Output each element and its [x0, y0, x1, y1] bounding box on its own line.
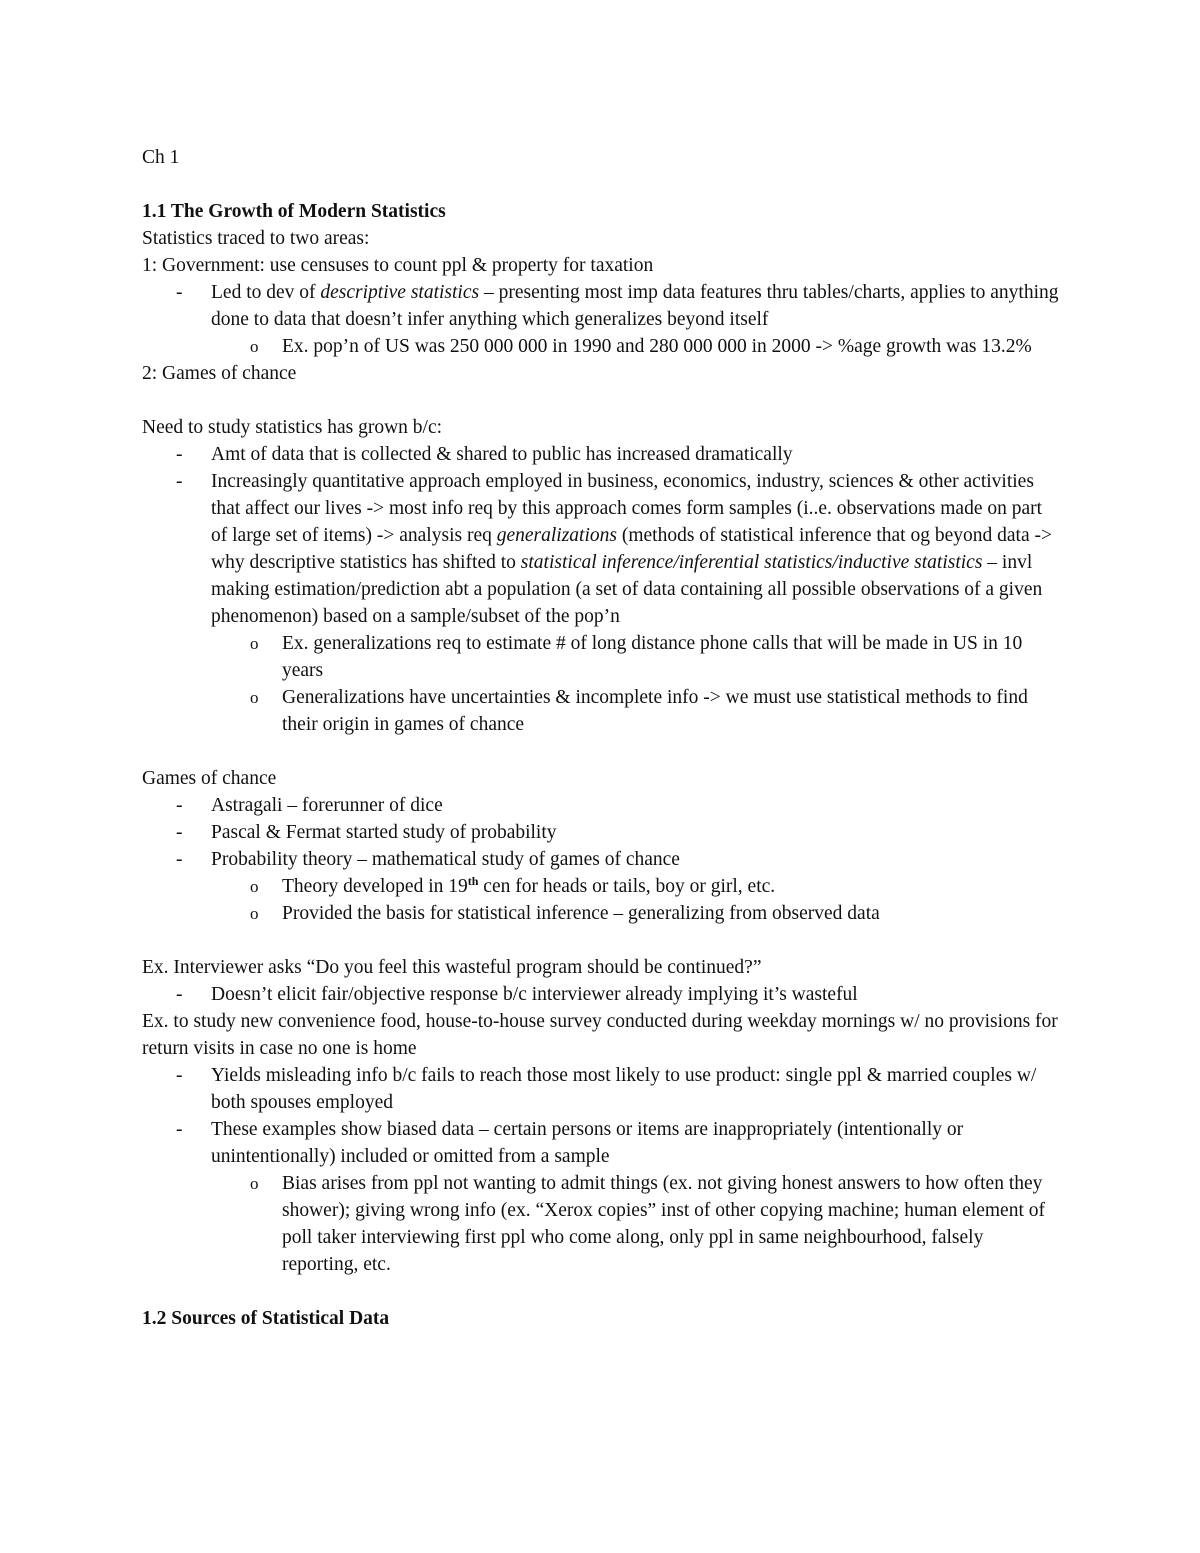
- dash-marker: -: [176, 822, 183, 843]
- bullet-text: Pascal & Fermat started study of probability: [211, 822, 557, 843]
- area-games-of-chance: 2: Games of chance: [142, 363, 297, 384]
- list-item: [142, 684, 1060, 738]
- bullet-text: – presenting most imp data features thru tables/charts, applies to anything done to data that doesn’t infer anything which generalizes beyond itself: [211, 282, 1059, 330]
- list-item: [142, 981, 1060, 1008]
- need-subbullets: [211, 630, 1060, 738]
- need-intro: Need to study statistics has grown b/c:: [142, 417, 443, 438]
- bullet-text: Yields misleading info b/c fails to reach those most likely to use product: single ppl & married couples w/ both spouses employed: [211, 1065, 1037, 1113]
- blank-line: [142, 927, 1060, 954]
- dash-marker: -: [176, 444, 183, 465]
- dash-marker: -: [176, 471, 183, 492]
- circle-marker: o: [250, 904, 259, 923]
- list-item: [142, 333, 1060, 360]
- section-1-1-intro: Statistics traced to two areas:: [142, 228, 370, 249]
- games-bullets: [142, 792, 1060, 927]
- chapter-label: Ch 1: [142, 147, 180, 168]
- list-item: [142, 1170, 1060, 1278]
- bullet-text: Increasingly quantitative approach employed in business, economics, industry, sciences & other activities that affect our lives -> most info req by this approach comes form samples (i..e. observations made on part of large set of items) -> analysis req: [211, 471, 1043, 546]
- subbullet-text: Bias arises from ppl not wanting to admit things (ex. not giving honest answers to how often they shower); giving wrong info (ex. “Xerox copies” inst of other copying machine; human element of poll taker interviewing first ppl who come along, only ppl in same neighbourhood, falsely reporting, etc.: [282, 1173, 1045, 1275]
- area-government: 1: Government: use censuses to count ppl & property for taxation: [142, 255, 654, 276]
- government-bullets: [142, 279, 1060, 360]
- circle-marker: o: [250, 634, 259, 653]
- superscript-th: th: [467, 874, 479, 888]
- list-item: [142, 873, 1060, 900]
- circle-marker: o: [250, 1174, 259, 1193]
- list-item: [142, 846, 1060, 927]
- list-item: [142, 441, 1060, 468]
- dash-marker: -: [176, 1065, 183, 1086]
- list-item: [142, 1116, 1060, 1278]
- dash-marker: -: [176, 282, 183, 303]
- government-subbullets: [211, 333, 1060, 360]
- circle-marker: o: [250, 688, 259, 707]
- term-statistical-inference: statistical inference/inferential statistics/inductive statistics: [520, 552, 983, 573]
- example-convenience-food: Ex. to study new convenience food, house-to-house survey conducted during weekday mornings w/ no provisions for return visits in case no one is home: [142, 1011, 1058, 1059]
- list-item: [142, 792, 1060, 819]
- section-1-2-heading: 1.2 Sources of Statistical Data: [142, 1308, 390, 1329]
- example-interviewer: Ex. Interviewer asks “Do you feel this wasteful program should be continued?”: [142, 957, 762, 978]
- blank-line: [142, 738, 1060, 765]
- term-generalizations: generalizations: [496, 525, 617, 546]
- bullet-text: Amt of data that is collected & shared to public has increased dramatically: [211, 444, 793, 465]
- subbullet-text: Generalizations have uncertainties & incomplete info -> we must use statistical methods to find their origin in games of chance: [282, 687, 1028, 735]
- bullet-text: Doesn’t elicit fair/objective response b/c interviewer already implying it’s wasteful: [211, 984, 858, 1005]
- bullet-text: These examples show biased data – certain persons or items are inappropriately (intentionally or unintentionally) included or omitted from a sample: [211, 1119, 964, 1167]
- example-interviewer-bullets: [142, 981, 1060, 1008]
- dash-marker: -: [176, 1119, 183, 1140]
- games-intro: Games of chance: [142, 768, 277, 789]
- dash-marker: -: [176, 795, 183, 816]
- blank-line: [142, 387, 1060, 414]
- subbullet-text: Theory developed in 19: [282, 876, 468, 897]
- games-subbullets: [211, 873, 1060, 927]
- dash-marker: -: [176, 849, 183, 870]
- subbullet-text: Provided the basis for statistical inference – generalizing from observed data: [282, 903, 880, 924]
- bullet-text: – invl making estimation/prediction abt a population (a set of data containing all possible observations of a given phenomenon) based on a sample/subset of the pop’n: [211, 552, 1043, 627]
- list-item: [142, 468, 1060, 738]
- subbullet-text: cen for heads or tails, boy or girl, etc.: [478, 876, 776, 897]
- dash-marker: -: [176, 984, 183, 1005]
- subbullet-text: Ex. pop’n of US was 250 000 000 in 1990 and 280 000 000 in 2000 -> %age growth was 13.2%: [282, 336, 1032, 357]
- circle-marker: o: [250, 877, 259, 896]
- section-1-1-heading: 1.1 The Growth of Modern Statistics: [142, 201, 446, 222]
- subbullet-text: Ex. generalizations req to estimate # of long distance phone calls that will be made in US in 10 years: [282, 633, 1023, 681]
- bullet-text: Led to dev of: [211, 282, 321, 303]
- list-item: [142, 630, 1060, 684]
- list-item: [142, 1062, 1060, 1116]
- list-item: [142, 819, 1060, 846]
- example-food-bullets: [142, 1062, 1060, 1278]
- circle-marker: o: [250, 337, 259, 356]
- blank-line: [142, 171, 1060, 198]
- bias-subbullets: [211, 1170, 1060, 1278]
- term-descriptive-statistics: descriptive statistics: [320, 282, 480, 303]
- blank-line: [142, 1278, 1060, 1305]
- bullet-text: Probability theory – mathematical study of games of chance: [211, 849, 680, 870]
- bullet-text: (methods of statistical inference that og beyond data -> why descriptive statistics has shifted to: [211, 525, 1052, 573]
- need-bullets: [142, 441, 1060, 738]
- bullet-text: Astragali – forerunner of dice: [211, 795, 443, 816]
- list-item: [142, 279, 1060, 360]
- list-item: [142, 900, 1060, 927]
